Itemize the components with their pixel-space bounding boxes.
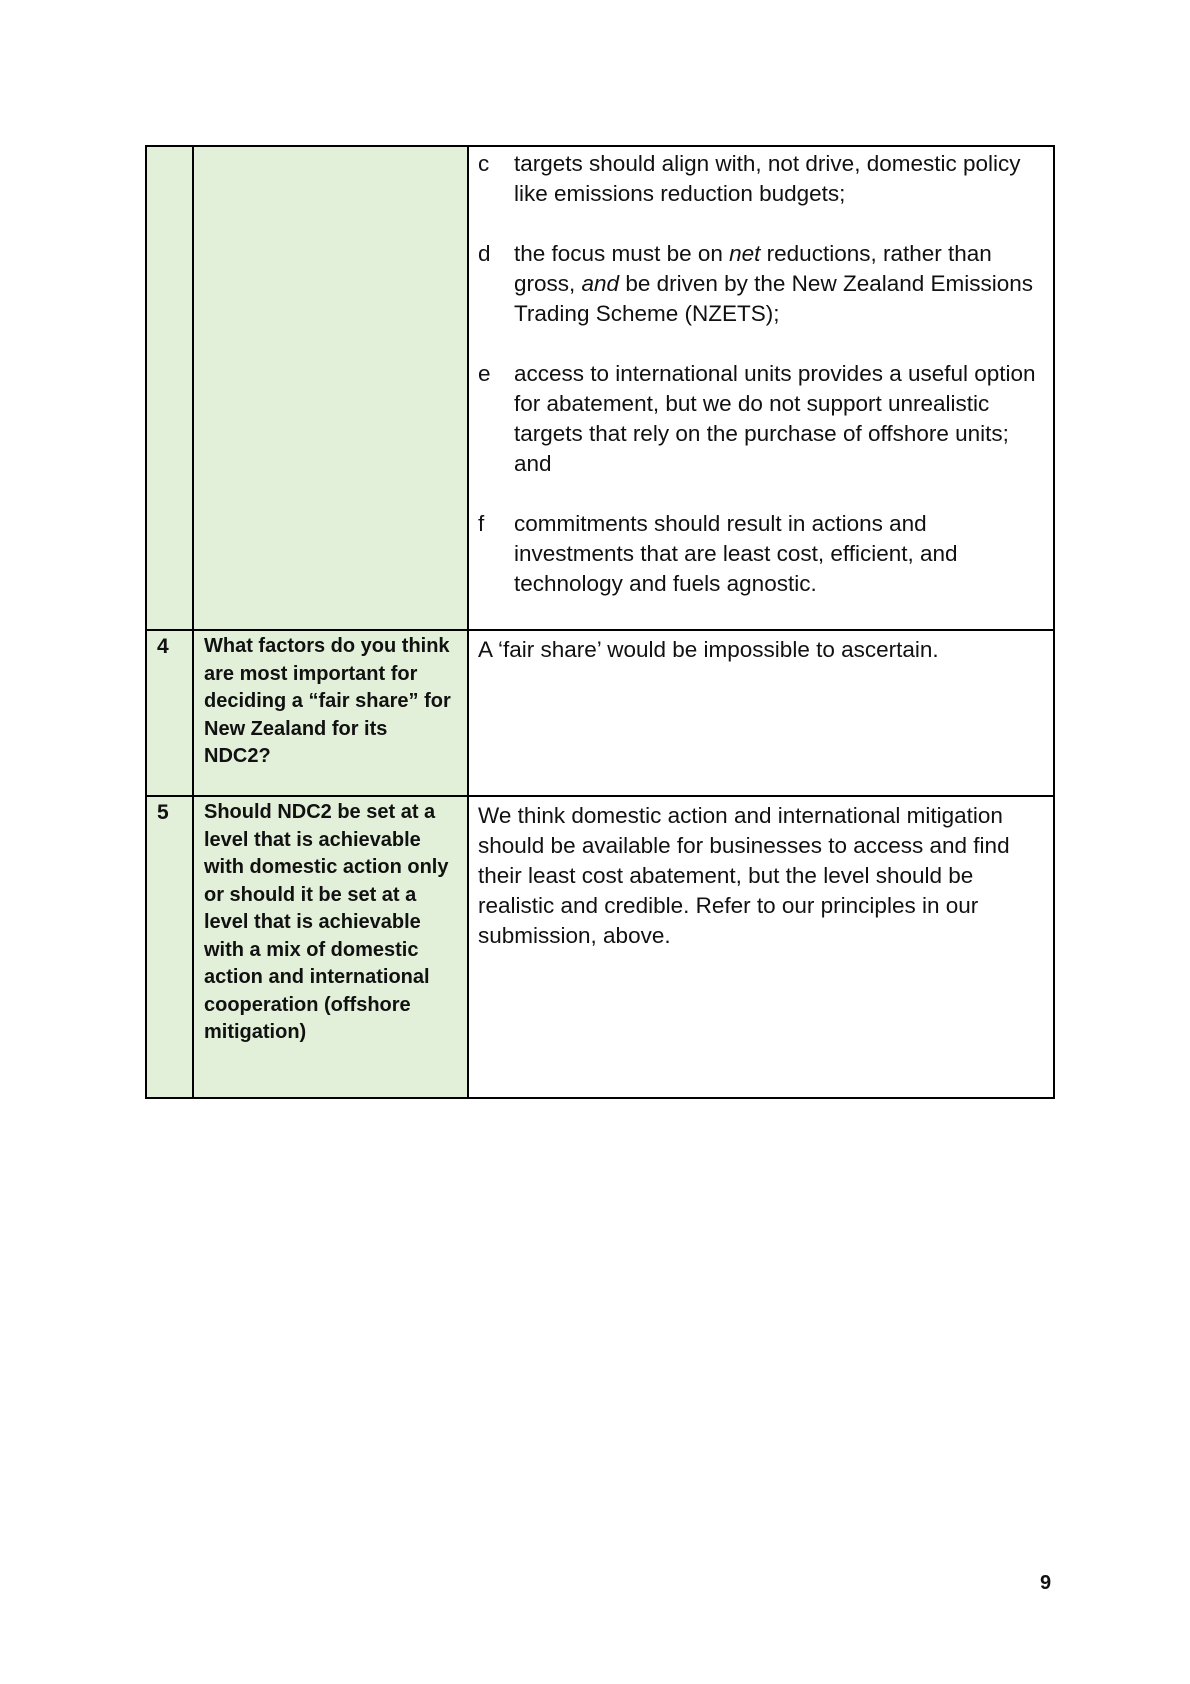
question-number-cell <box>146 796 193 1098</box>
table-row <box>146 630 1054 796</box>
list-item <box>478 359 1047 479</box>
list-item-letter: e <box>478 361 491 386</box>
question-number-cell <box>146 630 193 796</box>
list-item <box>478 239 1047 329</box>
list-item-text <box>514 509 1047 599</box>
question-text: What factors do you think are most important for deciding a “fair share” for New Zealand for its NDC2? <box>204 635 451 767</box>
text-segment: be driven by the New Zealand Emissions Trading Scheme (NZETS); <box>514 271 1034 326</box>
text-segment: access to international units provides a useful option for abatement, but we do not support unrealistic targets that rely on the purchase of offshore units; and <box>514 361 1036 476</box>
page-number: 9 <box>1040 1572 1052 1594</box>
emphasis-text: and <box>581 271 620 296</box>
question-number: 5 <box>157 801 169 824</box>
list-item-text <box>514 149 1047 209</box>
question-number-cell <box>146 146 193 630</box>
list-item-letter: f <box>478 511 485 536</box>
answer-text: We think domestic action and international mitigation should be available for businesses to access and find their least cost abatement, but the level should be realistic and credible. Refer to our principles in our submission, above. <box>478 803 1010 948</box>
answer-list <box>478 149 1047 599</box>
question-number: 4 <box>157 635 169 658</box>
emphasis-text: net <box>729 241 761 266</box>
answer-text: A ‘fair share’ would be impossible to ascertain. <box>478 637 939 662</box>
list-item-text <box>514 239 1047 329</box>
list-item <box>478 509 1047 599</box>
list-item <box>478 149 1047 209</box>
question-text: Should NDC2 be set at a level that is achievable with domestic action only or should it be set at a level that is achievable with a mix of domestic action and international cooperation (offshore mitigation) <box>204 801 449 1043</box>
question-cell <box>193 796 468 1098</box>
table-row <box>146 796 1054 1098</box>
table-row <box>146 146 1054 630</box>
text-segment: the focus must be on <box>514 241 730 266</box>
consultation-table <box>145 145 1055 1099</box>
answer-cell <box>468 630 1054 796</box>
text-segment: reductions, rather than gross, <box>514 241 992 296</box>
question-cell <box>193 146 468 630</box>
answer-cell <box>468 796 1054 1098</box>
answer-cell <box>468 146 1054 630</box>
list-item-text <box>514 359 1047 479</box>
list-item-letter: d <box>478 241 491 266</box>
list-item-letter: c <box>478 151 490 176</box>
question-cell <box>193 630 468 796</box>
text-segment: commitments should result in actions and investments that are least cost, efficient, and technology and fuels agnostic. <box>514 511 958 596</box>
text-segment: targets should align with, not drive, domestic policy like emissions reduction budgets; <box>514 151 1021 206</box>
